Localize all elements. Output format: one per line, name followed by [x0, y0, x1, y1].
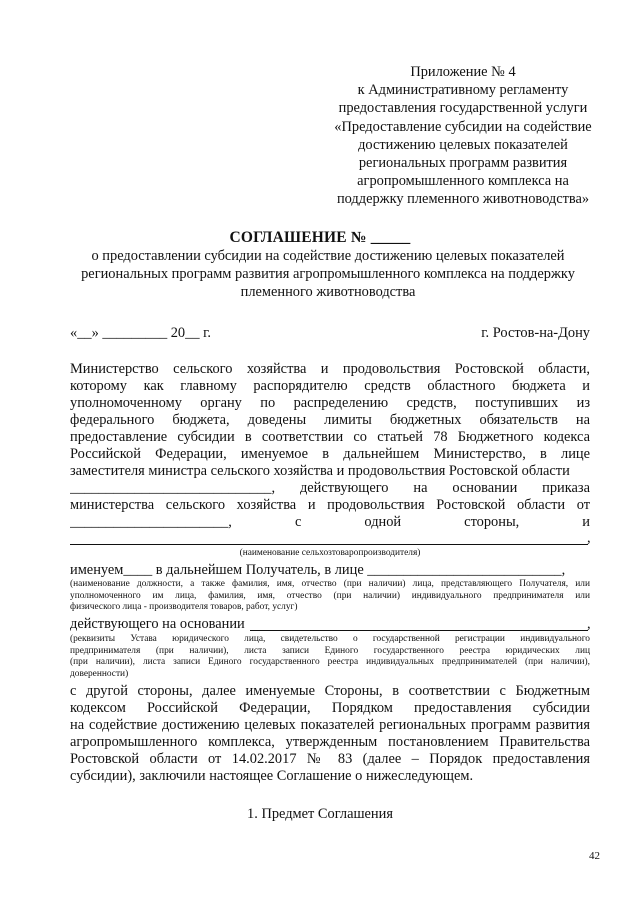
text-line: субсидии), заключили настоящее Соглашение о нижеследующем.: [70, 768, 474, 784]
appendix-line: достижению целевых показателей: [358, 136, 568, 153]
note-line: предпринимателя (при наличии), листа записи Единого государственного реестра юридических лиц: [70, 645, 590, 656]
note-line: уполномоченного им лица, фамилия, имя, отчество (при наличии) индивидуального предпринимателя или: [70, 590, 590, 601]
text-line: уполномоченному органу по распределению средств, поступивших из: [70, 395, 590, 411]
text-line: на содействие достижению целевых показателей региональных программ развития: [70, 717, 590, 733]
appendix-line: региональных программ развития: [358, 155, 568, 172]
appendix-header: [322, 63, 604, 209]
text-line: с другой стороны, далее именуемые Стороны, в соответствии с Бюджетным: [70, 683, 590, 699]
appendix-line: агропромышленного комплекса на: [357, 173, 569, 190]
text-line: предоставление субсидии в соответствии со статьей 78 Бюджетного кодекса: [70, 429, 590, 445]
note-line: (реквизиты Устава юридического лица, свидетельство о государственной регистрации индивидуального: [70, 634, 590, 644]
appendix-line: предоставления государственной услуги: [338, 100, 588, 117]
subtitle-line: племенного животноводства: [240, 284, 416, 300]
section-heading: 1. Предмет Соглашения: [247, 806, 393, 822]
text-line: Министерство сельского хозяйства и продовольствия Ростовской области,: [70, 361, 590, 377]
recipient-line: [70, 562, 590, 579]
text-line: заместителя министра сельского хозяйства и продовольствия Ростовской области: [70, 463, 570, 479]
paragraph-parties: [70, 683, 590, 785]
text-line: ______________________, с одной стороны, и: [70, 514, 590, 530]
basis-blank: [250, 630, 588, 631]
text-line: кодексом Российской Федерации, Порядком предоставления субсидии: [70, 700, 590, 716]
text-line: которому как главному распорядителю средств областного бюджета и: [70, 378, 590, 394]
subtitle-line: о предоставлении субсидии на содействие достижению целевых показателей: [91, 248, 565, 264]
text-line: министерства сельского хозяйства и продовольствия Ростовской области от: [70, 497, 590, 513]
appendix-line: Приложение № 4: [410, 64, 516, 80]
appendix-line: «Предоставление субсидии на содействие: [334, 118, 592, 135]
text-line: федерального бюджета, доведены лимиты бюджетных обязательств на: [70, 412, 590, 428]
producer-caption: (наименование сельхозтоваропроизводителя): [239, 548, 421, 558]
appendix-line: поддержку племенного животноводства»: [336, 191, 590, 208]
agreement-title: СОГЛАШЕНИЕ № _____: [229, 229, 411, 246]
note-line: доверенности): [70, 669, 129, 680]
text-line: агропромышленного комплекса, утвержденным постановлением Правительства: [70, 734, 590, 750]
appendix-line: к Административному регламенту: [357, 82, 569, 99]
basis-comma: ,: [587, 616, 591, 632]
page-number: 42: [589, 850, 600, 862]
text-line: Российской Федерации, именуемое в дальнейшем Министерство, в лице: [70, 446, 590, 462]
text-line: ____________________________, действующего на основании приказа: [70, 480, 590, 496]
note-line: (при наличии), листа записи Единого государственного реестра индивидуальных предпринимателей (при наличии),: [70, 657, 590, 668]
note-docs: [70, 634, 590, 681]
producer-name-blank: [70, 544, 588, 545]
text-line: действующего на основании: [70, 616, 245, 632]
agreement-city: г. Ростов-на-Дону: [481, 325, 590, 341]
text-line: Ростовской области от 14.02.2017 № 83 (далее – Порядок предоставления: [70, 751, 590, 767]
paragraph-ministry: [70, 361, 590, 531]
agreement-subtitle: [60, 247, 596, 301]
subtitle-line: региональных программ развития агропромышленного комплекса на поддержку: [81, 266, 575, 282]
note-person: [70, 579, 590, 614]
note-line: физического лица - производителя товаров, работ, услуг): [70, 602, 298, 613]
text-line: именуем____ в дальнейшем Получатель, в лице ___________________________,: [70, 562, 566, 578]
agreement-date: «__» _________ 20__ г.: [70, 325, 211, 341]
note-line: (наименование должности, а также фамилия, имя, отчество (при наличии) лица, представляющего Получателя, или: [70, 579, 590, 589]
blank-comma: ,: [587, 530, 591, 546]
